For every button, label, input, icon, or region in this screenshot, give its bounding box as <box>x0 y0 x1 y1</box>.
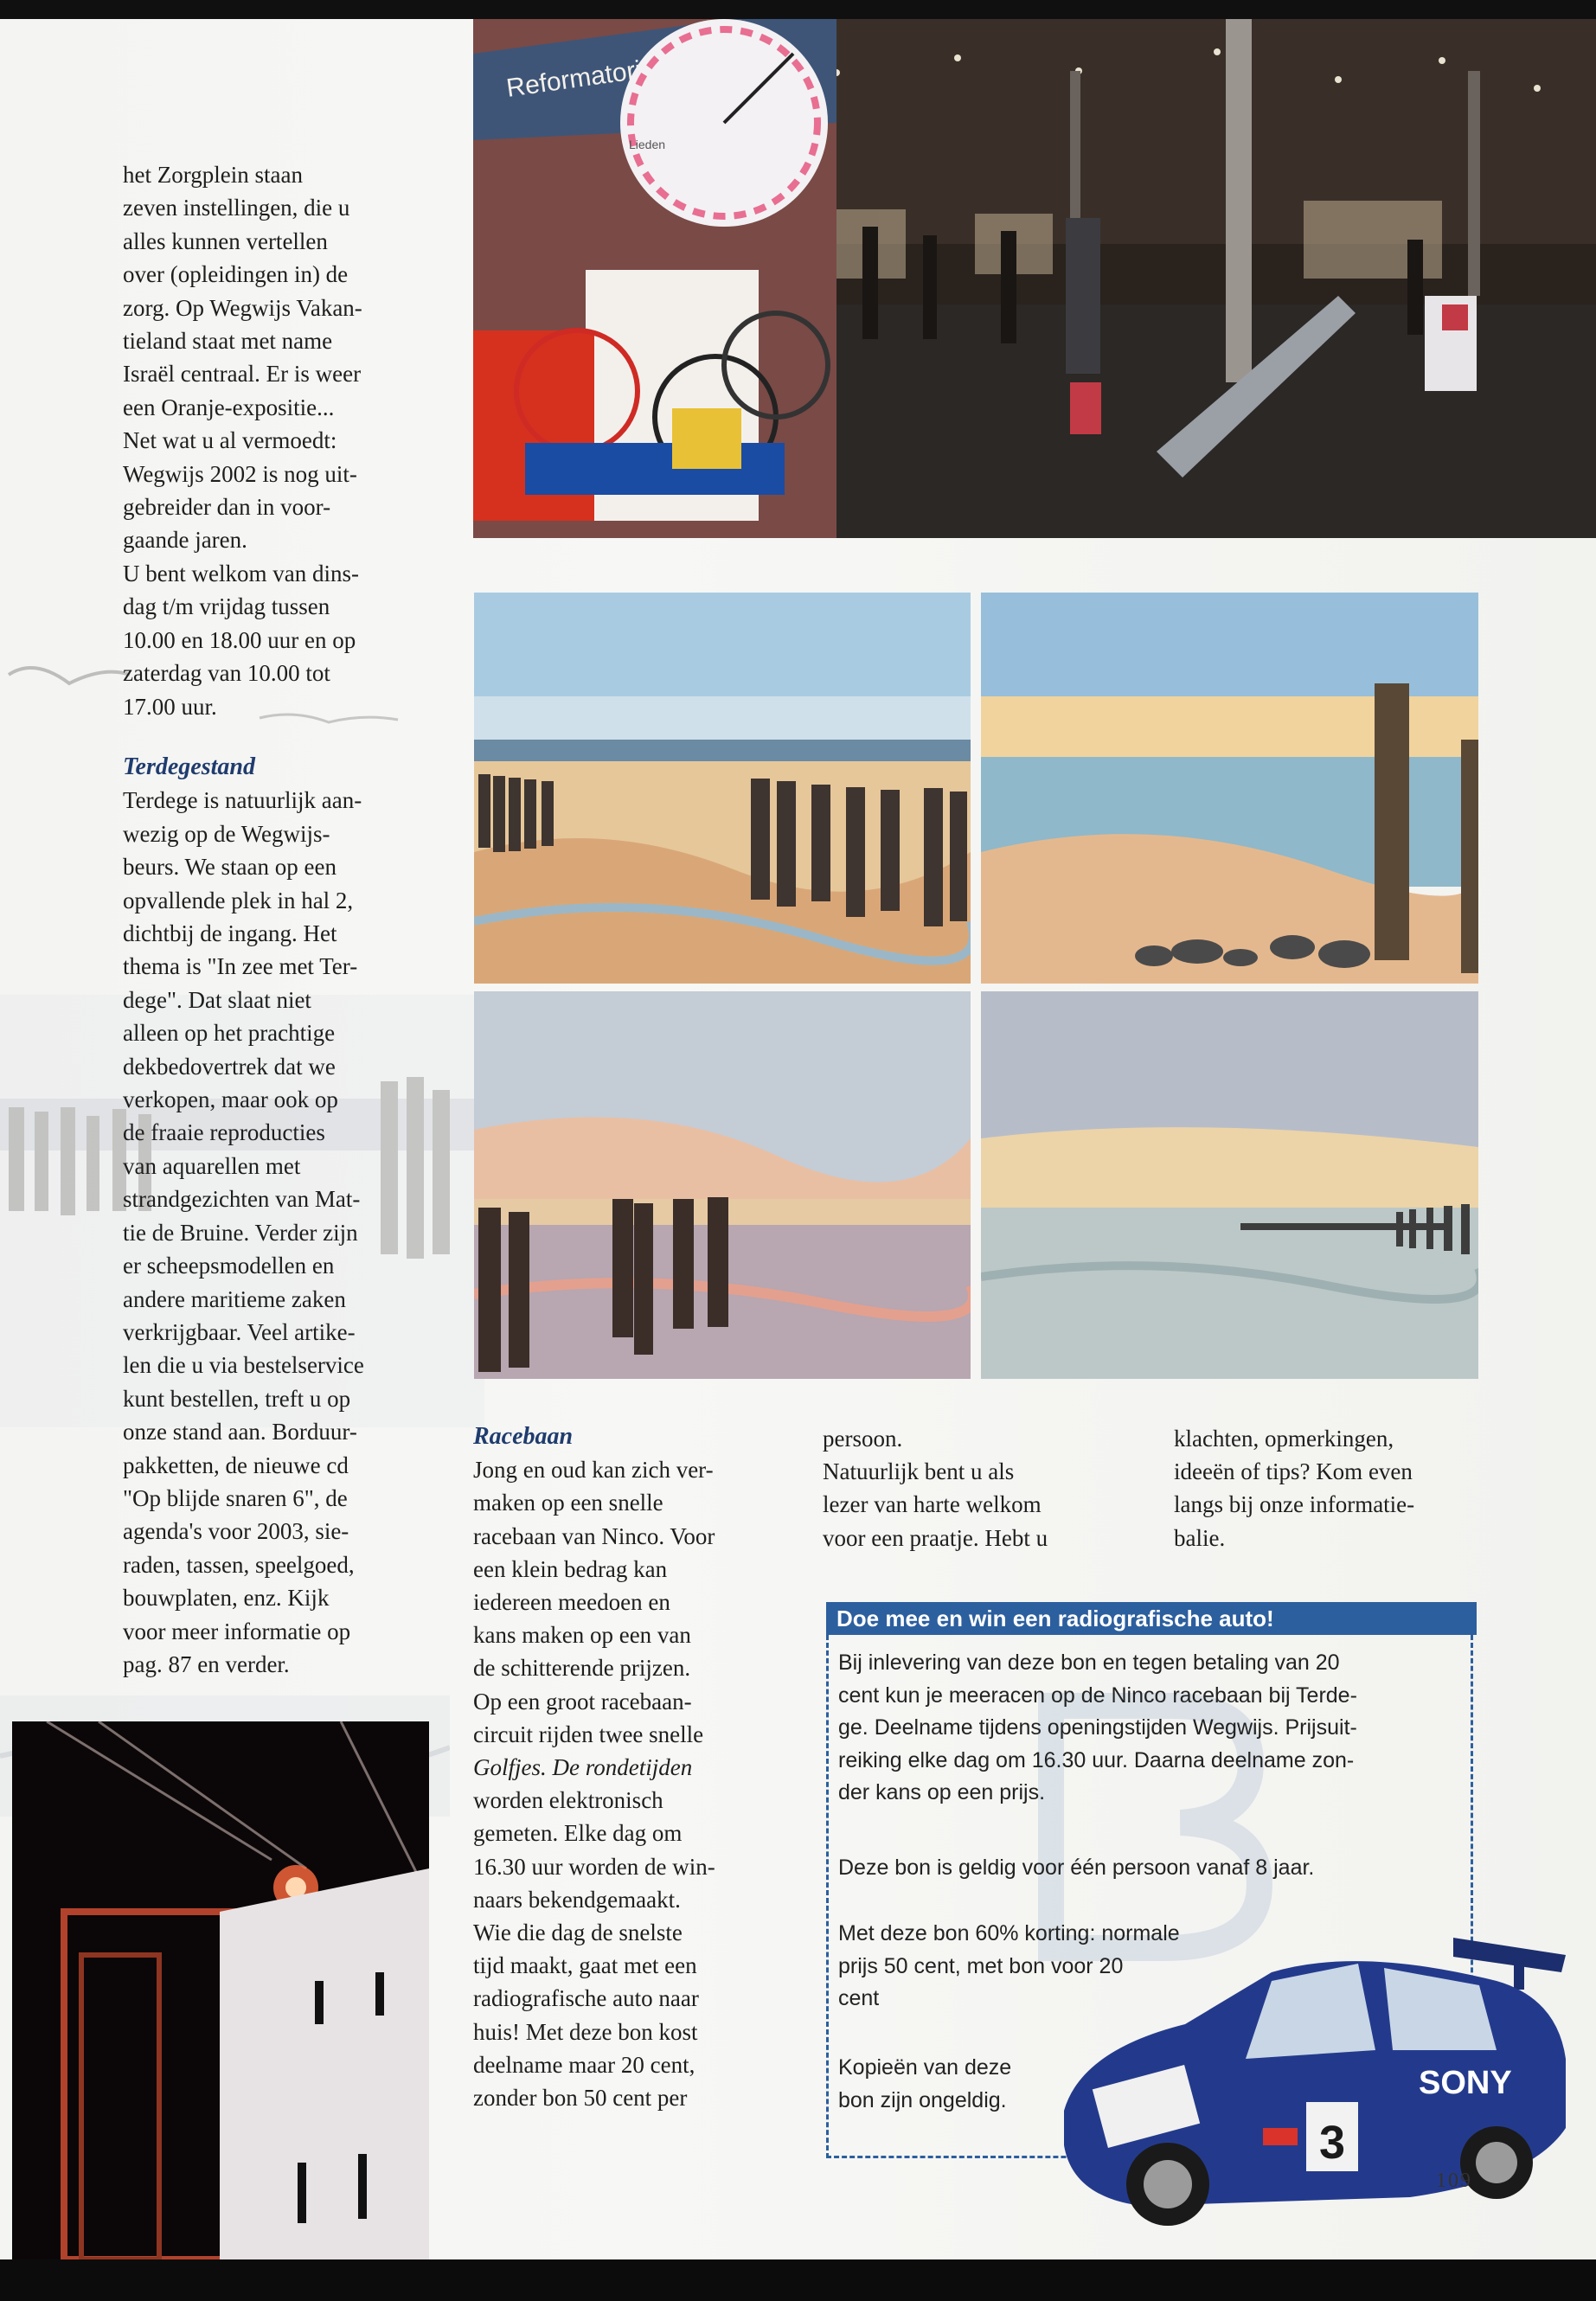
text-line: raden, tassen, speelgoed, <box>123 1551 355 1578</box>
text-line: gebreider dan in voor- <box>123 494 331 521</box>
text-line: agenda's voor 2003, sie- <box>123 1518 349 1545</box>
text-line: kans maken op een van <box>473 1622 691 1649</box>
text-line: maken op een snelle <box>473 1490 663 1516</box>
text-line: Op een groot racebaan- <box>473 1688 692 1715</box>
text-line: pakketten, de nieuwe cd <box>123 1452 349 1478</box>
text-line: Net wat u al vermoedt: <box>123 427 337 454</box>
text-line: de fraaie reproducties <box>123 1119 325 1146</box>
text-line: 16.30 uur worden de win- <box>473 1853 715 1880</box>
banner-text: Reformatorisch <box>504 49 683 103</box>
bottom-border <box>0 2259 1596 2301</box>
text-line: beurs. We staan op een <box>123 854 337 881</box>
coupon-title: Doe mee en win een radiografische auto! <box>826 1602 1477 1635</box>
text-line: Deze bon is geldig voor één persoon vanaf 8 jaar. <box>838 1856 1315 1880</box>
text-line: len die u via bestelservice <box>123 1352 364 1379</box>
text-line: Met deze bon 60% korting: normale <box>838 1921 1180 1945</box>
text-line: Israël centraal. Er is weer <box>123 361 362 388</box>
car-number: 3 <box>1319 2117 1346 2169</box>
text-line: gaande jaren. <box>123 527 247 554</box>
text-line: bouwplaten, enz. Kijk <box>123 1585 330 1612</box>
text-line: cent <box>838 1986 880 2010</box>
text-line: 10.00 en 18.00 uur en op <box>123 626 356 653</box>
text-line: zaterdag van 10.00 tot <box>123 660 330 687</box>
watercolor-groynes-2 <box>981 593 1478 984</box>
text-line: pag. 87 en verder. <box>123 1650 290 1677</box>
racebaan-section <box>473 1420 785 2114</box>
text-line: cent kun je meeracen op de Ninco racebaan bij Terde- <box>838 1682 1357 1708</box>
text-line: naars bekendgemaakt. <box>473 1886 681 1913</box>
text-line: strandgezichten van Mat- <box>123 1186 361 1213</box>
coupon-paragraph-1 <box>838 1647 1357 1810</box>
text-line: een Oranje-expositie... <box>123 394 335 420</box>
top-border <box>0 0 1596 19</box>
page-number: 109 <box>1436 2170 1472 2192</box>
text-line: er scheepsmodellen en <box>123 1253 335 1279</box>
sign-fragment: Lieden <box>629 138 666 151</box>
text-line: alleen op het prachtige <box>123 1020 336 1047</box>
text-line: tieland staat met name <box>123 328 333 355</box>
text-line: balie. <box>1174 1524 1226 1551</box>
text-line: voor meer informatie op <box>123 1618 351 1644</box>
text-line: onze stand aan. Borduur- <box>123 1419 357 1445</box>
column-four-text <box>1174 1422 1485 1554</box>
exhibition-hall-photo <box>473 19 1596 538</box>
text-line: wezig op de Wegwijs- <box>123 820 330 847</box>
text-line: "Op blijde snaren 6", de <box>123 1484 348 1511</box>
text-line: Jong en oud kan zich ver- <box>473 1457 714 1484</box>
text-line: huis! Met deze bon kost <box>473 2018 698 2045</box>
rc-car-image <box>1047 1920 1579 2240</box>
text-line: racebaan van Ninco. Voor <box>473 1522 715 1549</box>
text-line: een klein bedrag kan <box>473 1555 668 1582</box>
text-line: Wegwijs 2002 is nog uit- <box>123 460 357 487</box>
text-line: 17.00 uur. <box>123 693 217 720</box>
watercolor-shoreline <box>981 991 1478 1379</box>
text-line: Kopieën van deze <box>838 2055 1012 2080</box>
text-line: dag t/m vrijdag tussen <box>123 593 330 620</box>
text-line: der kans op een prijs. <box>838 1780 1046 1804</box>
text-line: Terdege is natuurlijk aan- <box>123 787 362 814</box>
terdege-section <box>123 751 434 1681</box>
text-line: van aquarellen met <box>123 1152 301 1179</box>
text-line: reiking elke dag om 16.30 uur. Daarna deelname zon- <box>838 1747 1355 1772</box>
text-line: prijs 50 cent, met bon voor 20 <box>838 1953 1124 1978</box>
text-line: dichtbij de ingang. Het <box>123 920 337 947</box>
text-line: lezer van harte welkom <box>823 1491 1042 1518</box>
intro-text <box>123 158 434 723</box>
text-line: ideeën of tips? Kom even <box>1174 1458 1413 1485</box>
text-line: Natuurlijk bent u als <box>823 1458 1015 1485</box>
text-line: langs bij onze informatie- <box>1174 1491 1415 1518</box>
racebaan-heading: Racebaan <box>473 1423 574 1450</box>
text-line: verkrijgbaar. Veel artike- <box>123 1318 356 1345</box>
coupon-paragraph-2 <box>838 1852 1314 1885</box>
text-line: alles kunnen vertellen <box>123 228 328 254</box>
coupon-paragraph-4 <box>838 2052 1011 2117</box>
text-line: andere maritieme zaken <box>123 1285 346 1312</box>
text-line: dekbedovertrek dat we <box>123 1053 336 1080</box>
car-sponsor-text: SONY <box>1419 2065 1512 2101</box>
text-line: kunt bestellen, treft u op <box>123 1385 351 1412</box>
text-line: voor een praatje. Hebt u <box>823 1524 1048 1551</box>
text-line: het Zorgplein staan <box>123 162 303 188</box>
watercolor-sunset <box>474 991 971 1379</box>
text-line: over (opleidingen in) de <box>123 261 349 288</box>
text-line: U bent welkom van dins- <box>123 560 359 586</box>
text-line: Wie die dag de snelste <box>473 1920 683 1946</box>
text-line: bon zijn ongeldig. <box>838 2087 1007 2112</box>
watercolor-groynes-1 <box>474 593 971 984</box>
column-three-text <box>823 1422 1134 1554</box>
text-line: ge. Deelname tijdens openingstijden Wegwijs. Prijsuit- <box>838 1715 1357 1740</box>
text-line: verkopen, maar ook op <box>123 1086 338 1113</box>
lighthouse-photo <box>12 1721 429 2259</box>
text-line: Bij inlevering van deze bon en tegen betaling van 20 <box>838 1650 1340 1675</box>
text-line: gemeten. Elke dag om <box>473 1820 683 1847</box>
text-line: persoon. <box>823 1426 903 1452</box>
text-line: deelname maar 20 cent, <box>473 2051 695 2078</box>
text-line: klachten, opmerkingen, <box>1174 1426 1394 1452</box>
text-line: circuit rijden twee snelle <box>473 1721 704 1747</box>
text-line: thema is "In zee met Ter- <box>123 953 358 980</box>
text-line: zeven instellingen, die u <box>123 195 350 221</box>
text-line: zonder bon 50 cent per <box>473 2085 688 2112</box>
text-line: iedereen meedoen en <box>473 1589 670 1616</box>
text-line: zorg. Op Wegwijs Vakan- <box>123 294 362 321</box>
text-line: de schitterende prijzen. <box>473 1655 691 1682</box>
text-line: radiografische auto naar <box>473 1985 699 2012</box>
text-line: opvallende plek in hal 2, <box>123 887 354 913</box>
terdege-heading: Terdegestand <box>123 753 255 780</box>
text-line: Golfjes. De rondetijden <box>473 1754 693 1781</box>
text-line: tie de Bruine. Verder zijn <box>123 1219 358 1246</box>
text-line: dege". Dat slaat niet <box>123 986 311 1013</box>
text-line: tijd maakt, gaat met een <box>473 1952 697 1979</box>
text-line: worden elektronisch <box>473 1787 663 1814</box>
